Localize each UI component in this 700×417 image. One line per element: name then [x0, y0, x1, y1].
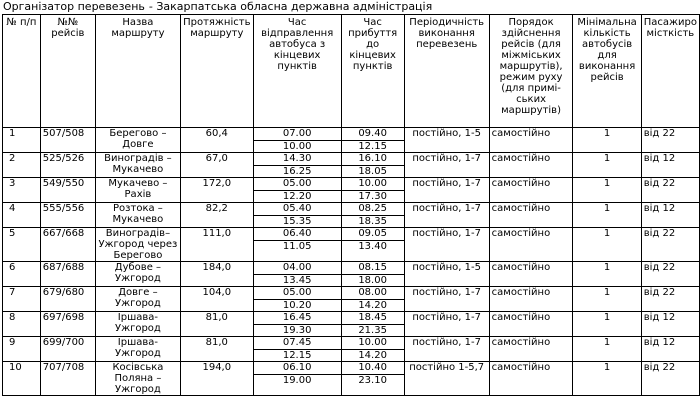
cell-buses: 1 [573, 178, 641, 203]
table-body [3, 128, 700, 396]
cell-departure-2: 12.20 [253, 191, 341, 203]
cell-buses: 1 [573, 203, 641, 228]
col-header-number: № п/п [3, 15, 41, 128]
cell-arrival-2: 14.20 [341, 350, 404, 362]
cell-buses: 1 [573, 312, 641, 337]
cell-arrival-1: 09.05 [341, 228, 404, 241]
cell-length: 82,2 [180, 203, 253, 228]
cell-number: 6 [3, 262, 41, 287]
cell-arrival-2: 18.35 [341, 216, 404, 228]
cell-departure-1: 05.00 [253, 178, 341, 191]
col-header-length: Протяжність маршруту [180, 15, 253, 128]
cell-departure-2: 12.15 [253, 350, 341, 362]
cell-capacity: від 12 [641, 337, 699, 362]
cell-order: самостійно [489, 153, 573, 178]
cell-route: Розтока – Мукачево [95, 203, 180, 228]
cell-length: 184,0 [180, 262, 253, 287]
cell-number: 3 [3, 178, 41, 203]
cell-route: Виноградів – Мукачево [95, 153, 180, 178]
cell-capacity: від 22 [641, 287, 699, 312]
cell-periodicity: постійно, 1-7 [404, 287, 489, 312]
cell-length: 104,0 [180, 287, 253, 312]
organizer-line [3, 0, 432, 14]
header-row [3, 15, 700, 128]
cell-arrival-2: 18.05 [341, 166, 404, 178]
cell-route: Довге – Ужгород [95, 287, 180, 312]
cell-arrival-2: 17.30 [341, 191, 404, 203]
cell-departure-1: 04.00 [253, 262, 341, 275]
cell-arrival-2: 13.40 [341, 241, 404, 262]
cell-departure-2: 19.30 [253, 325, 341, 337]
cell-order: самостійно [489, 228, 573, 262]
cell-departure-1: 06.40 [253, 228, 341, 241]
cell-departure-1: 14.30 [253, 153, 341, 166]
cell-arrival-2: 14.20 [341, 300, 404, 312]
cell-number: 4 [3, 203, 41, 228]
cell-periodicity: постійно, 1-7 [404, 312, 489, 337]
cell-capacity: від 22 [641, 178, 699, 203]
cell-buses: 1 [573, 262, 641, 287]
cell-departure-2: 19.00 [253, 375, 341, 396]
cell-arrival-1: 08.15 [341, 262, 404, 275]
cell-periodicity: постійно, 1-5 [404, 128, 489, 153]
cell-route: Дубове – Ужгород [95, 262, 180, 287]
cell-number: 7 [3, 287, 41, 312]
cell-order: самостійно [489, 337, 573, 362]
cell-length: 60,4 [180, 128, 253, 153]
cell-length: 67,0 [180, 153, 253, 178]
table-row [3, 337, 700, 350]
cell-periodicity: постійно, 1-5 [404, 262, 489, 287]
cell-buses: 1 [573, 362, 641, 396]
cell-capacity: від 22 [641, 128, 699, 153]
cell-order: самостійно [489, 203, 573, 228]
cell-length: 194,0 [180, 362, 253, 396]
cell-arrival-1: 18.45 [341, 312, 404, 325]
cell-departure-2: 11.05 [253, 241, 341, 262]
cell-number: 9 [3, 337, 41, 362]
col-header-arrival: Час прибуття до кінцевих пунктів [341, 15, 404, 128]
cell-periodicity: постійно 1-5,7 [404, 362, 489, 396]
col-header-periodicity: Періодичність виконання перевезень [404, 15, 489, 128]
routes-table [2, 14, 700, 396]
cell-number: 8 [3, 312, 41, 337]
cell-trips: 679/680 [40, 287, 95, 312]
cell-order: самостійно [489, 128, 573, 153]
cell-length: 81,0 [180, 337, 253, 362]
cell-length: 111,0 [180, 228, 253, 262]
cell-capacity: від 22 [641, 262, 699, 287]
cell-arrival-1: 10.00 [341, 337, 404, 350]
cell-departure-1: 07.00 [253, 128, 341, 141]
cell-periodicity: постійно, 1-7 [404, 153, 489, 178]
cell-arrival-2: 18.00 [341, 275, 404, 287]
cell-trips: 667/668 [40, 228, 95, 262]
cell-number: 1 [3, 128, 41, 153]
cell-departure-2: 10.00 [253, 141, 341, 153]
cell-departure-1: 05.40 [253, 203, 341, 216]
col-header-trips: №№ рейсів [40, 15, 95, 128]
cell-trips: 687/688 [40, 262, 95, 287]
cell-trips: 707/708 [40, 362, 95, 396]
cell-buses: 1 [573, 153, 641, 178]
cell-route: Мукачево – Рахів [95, 178, 180, 203]
cell-periodicity: постійно, 1-7 [404, 337, 489, 362]
cell-departure-1: 16.45 [253, 312, 341, 325]
cell-trips: 555/556 [40, 203, 95, 228]
col-header-buses: Мінімальна кількість автобусів для виконання рейсів [573, 15, 641, 128]
cell-departure-2: 13.45 [253, 275, 341, 287]
cell-periodicity: постійно, 1-7 [404, 178, 489, 203]
cell-arrival-2: 21.35 [341, 325, 404, 337]
cell-buses: 1 [573, 287, 641, 312]
cell-capacity: від 22 [641, 228, 699, 262]
col-header-route: Назва маршруту [95, 15, 180, 128]
table-row [3, 262, 700, 275]
cell-arrival-2: 23.10 [341, 375, 404, 396]
cell-route: Іршава- Ужгород [95, 337, 180, 362]
cell-route: Берегово – Довге [95, 128, 180, 153]
cell-order: самостійно [489, 287, 573, 312]
cell-length: 172,0 [180, 178, 253, 203]
col-header-order: Порядок здійснення рейсів (для міжміських маршрутів), режим руху (для примі- ських маршрутів) [489, 15, 573, 128]
cell-route: Косівська Поляна – Ужгород [95, 362, 180, 396]
cell-periodicity: постійно, 1-7 [404, 203, 489, 228]
cell-order: самостійно [489, 178, 573, 203]
table-row [3, 228, 700, 241]
table-row [3, 203, 700, 216]
organizer-label: Організатор перевезень [3, 0, 145, 13]
cell-capacity: від 12 [641, 203, 699, 228]
cell-arrival-2: 12.15 [341, 141, 404, 153]
col-header-capacity: Пасажиро місткість [641, 15, 699, 128]
cell-number: 10 [3, 362, 41, 396]
table-row [3, 287, 700, 300]
col-header-departure: Час відправлення автобуса з кінцевих пунктів [253, 15, 341, 128]
cell-arrival-1: 09.40 [341, 128, 404, 141]
cell-buses: 1 [573, 337, 641, 362]
cell-departure-2: 10.20 [253, 300, 341, 312]
cell-arrival-1: 10.00 [341, 178, 404, 191]
cell-departure-1: 07.45 [253, 337, 341, 350]
table-row [3, 312, 700, 325]
cell-length: 81,0 [180, 312, 253, 337]
table-row [3, 178, 700, 191]
cell-trips: 507/508 [40, 128, 95, 153]
cell-departure-1: 05.00 [253, 287, 341, 300]
table-row [3, 128, 700, 141]
cell-departure-1: 06.10 [253, 362, 341, 375]
cell-buses: 1 [573, 128, 641, 153]
cell-buses: 1 [573, 228, 641, 262]
cell-periodicity: постійно, 1-7 [404, 228, 489, 262]
cell-capacity: від 12 [641, 312, 699, 337]
cell-trips: 549/550 [40, 178, 95, 203]
cell-arrival-1: 10.40 [341, 362, 404, 375]
cell-trips: 699/700 [40, 337, 95, 362]
cell-trips: 525/526 [40, 153, 95, 178]
cell-arrival-1: 08.00 [341, 287, 404, 300]
cell-arrival-1: 08.25 [341, 203, 404, 216]
cell-departure-2: 15.35 [253, 216, 341, 228]
table-row [3, 362, 700, 375]
table-row [3, 153, 700, 166]
cell-trips: 697/698 [40, 312, 95, 337]
cell-route: Іршава- Ужгород [95, 312, 180, 337]
cell-order: самостійно [489, 362, 573, 396]
cell-number: 2 [3, 153, 41, 178]
cell-arrival-1: 16.10 [341, 153, 404, 166]
cell-capacity: від 22 [641, 362, 699, 396]
cell-order: самостійно [489, 312, 573, 337]
cell-departure-2: 16.25 [253, 166, 341, 178]
cell-route: Виноградів– Ужгород через Берегово [95, 228, 180, 262]
organizer-value: - Закарпатська обласна державна адміністрація [148, 0, 433, 13]
cell-number: 5 [3, 228, 41, 262]
cell-order: самостійно [489, 262, 573, 287]
cell-capacity: від 12 [641, 153, 699, 178]
